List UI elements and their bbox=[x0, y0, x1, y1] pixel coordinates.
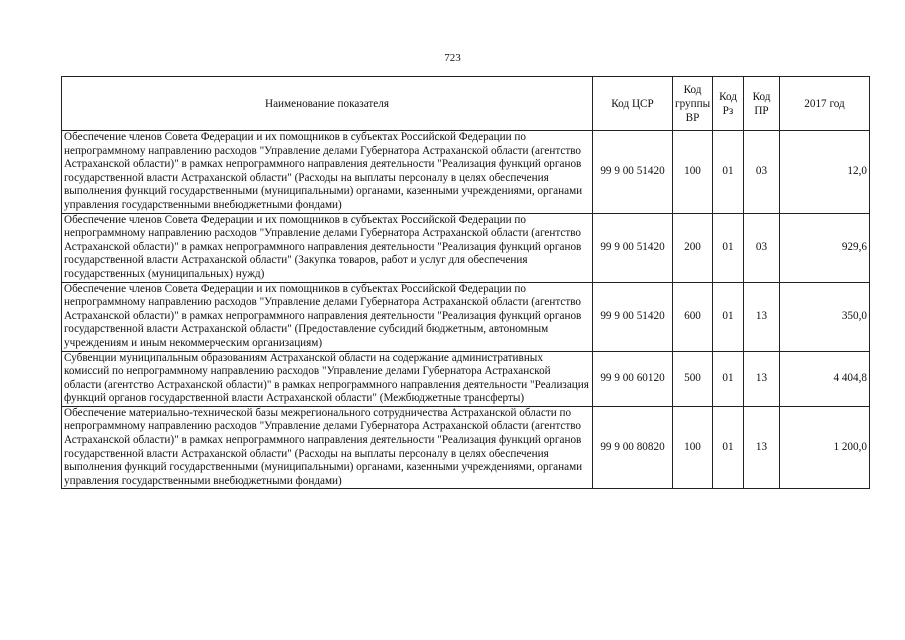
row-pr: 13 bbox=[744, 406, 780, 489]
row-csr: 99 9 00 80820 bbox=[593, 406, 673, 489]
row-csr: 99 9 00 51420 bbox=[593, 213, 673, 282]
table-header-row bbox=[62, 77, 870, 131]
row-vr: 100 bbox=[673, 406, 713, 489]
row-name: Обеспечение членов Совета Федерации и их помощников в субъектах Российской Федерации по непрограммному направлению расходов "Управление делами Губернатора Астраханской области (агентство Астраханской области)" в рамках непрограммного направления деятельности "Реализация функций органов государственной власти Астраханской области" (Закупка товаров, работ и услуг для обеспечения государственных (муниципальных) нужд) bbox=[62, 213, 593, 282]
row-csr: 99 9 00 51420 bbox=[593, 131, 673, 214]
page-number: 723 bbox=[444, 52, 461, 64]
row-vr: 600 bbox=[673, 282, 713, 351]
row-name: Обеспечение материально-технической базы межрегионального сотрудничества Астраханской области по непрограммному направлению расходов "Управление делами Губернатора Астраханской области (агентство Астраханской области)" в рамках непрограммного направления деятельности "Реализация функций органов государственной власти Астраханской области" (Расходы на выплаты персоналу в целях обеспечения выполнения функций государственными (муниципальными) органами, казенными учреждениями, органами управления государственными внебюджетными фондами) bbox=[62, 406, 593, 489]
row-amount: 929,6 bbox=[780, 213, 870, 282]
row-csr: 99 9 00 60120 bbox=[593, 351, 673, 406]
row-vr: 200 bbox=[673, 213, 713, 282]
header-name: Наименование показателя bbox=[62, 77, 593, 131]
row-pr: 03 bbox=[744, 213, 780, 282]
header-csr: Код ЦСР bbox=[593, 77, 673, 131]
row-rz: 01 bbox=[713, 282, 744, 351]
row-pr: 03 bbox=[744, 131, 780, 214]
row-csr: 99 9 00 51420 bbox=[593, 282, 673, 351]
row-pr: 13 bbox=[744, 282, 780, 351]
row-amount: 1 200,0 bbox=[780, 406, 870, 489]
row-amount: 350,0 bbox=[780, 282, 870, 351]
header-year: 2017 год bbox=[780, 77, 870, 131]
row-name: Субвенции муниципальным образованиям Астраханской области на содержание административных комиссий по непрограммному направлению расходов "Управление делами Губернатора Астраханской области (агентство Астраханской области)" в рамках непрограммного направления деятельности "Реализация функций органов государственной власти Астраханской области" (Межбюджетные трансферты) bbox=[62, 351, 593, 406]
row-amount: 12,0 bbox=[780, 131, 870, 214]
row-rz: 01 bbox=[713, 351, 744, 406]
table-row bbox=[62, 131, 870, 214]
row-vr: 100 bbox=[673, 131, 713, 214]
header-vr: Код группы ВР bbox=[673, 77, 713, 131]
row-pr: 13 bbox=[744, 351, 780, 406]
header-rz: Код Рз bbox=[713, 77, 744, 131]
table-row bbox=[62, 406, 870, 489]
budget-table bbox=[61, 76, 870, 489]
row-rz: 01 bbox=[713, 213, 744, 282]
row-amount: 4 404,8 bbox=[780, 351, 870, 406]
row-name: Обеспечение членов Совета Федерации и их помощников в субъектах Российской Федерации по непрограммному направлению расходов "Управление делами Губернатора Астраханской области (агентство Астраханской области)" в рамках непрограммного направления деятельности "Реализация функций органов государственной власти Астраханской области" (Расходы на выплаты персоналу в целях обеспечения выполнения функций государственными (муниципальными) органами, казенными учреждениями, органами управления государственными внебюджетными фондами) bbox=[62, 131, 593, 214]
table-row bbox=[62, 213, 870, 282]
row-vr: 500 bbox=[673, 351, 713, 406]
table-row bbox=[62, 351, 870, 406]
table-row bbox=[62, 282, 870, 351]
row-rz: 01 bbox=[713, 406, 744, 489]
row-name: Обеспечение членов Совета Федерации и их помощников в субъектах Российской Федерации по непрограммному направлению расходов "Управление делами Губернатора Астраханской области (агентство Астраханской области)" в рамках непрограммного направления деятельности "Реализация функций органов государственной власти Астраханской области" (Предоставление субсидий бюджетным, автономным учреждениям и иным некоммерческим организациям) bbox=[62, 282, 593, 351]
header-pr: Код ПР bbox=[744, 77, 780, 131]
row-rz: 01 bbox=[713, 131, 744, 214]
